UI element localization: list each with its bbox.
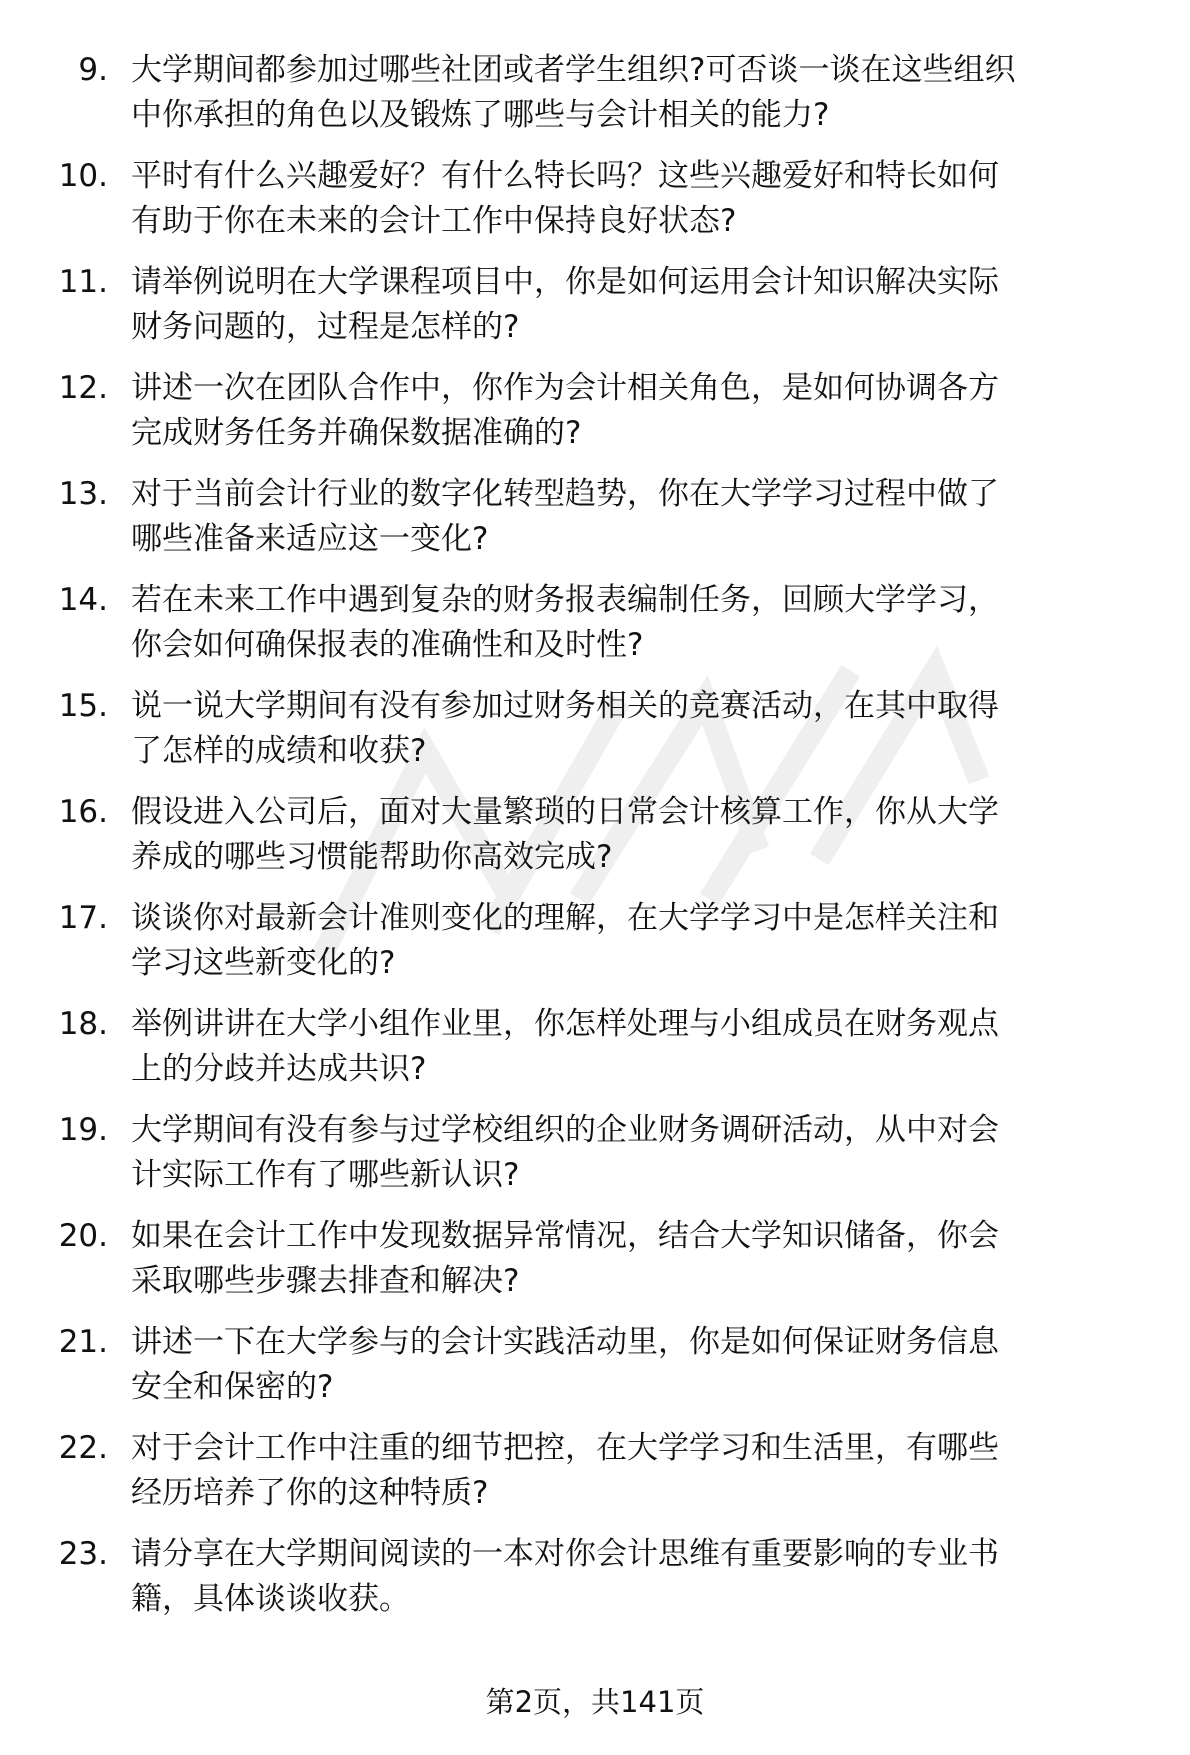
question-text — [131, 154, 1151, 244]
question-text — [131, 896, 1151, 986]
question-item — [0, 578, 1190, 684]
question-number: 15. — [58, 688, 108, 724]
question-line: 了怎样的成绩和收获? — [131, 733, 427, 769]
question-item — [0, 472, 1190, 578]
question-text — [131, 1002, 1151, 1092]
page-indicator: 第2页，共141页 — [485, 1685, 705, 1719]
question-line: 若在未来工作中遇到复杂的财务报表编制任务，回顾大学学习， — [131, 582, 999, 618]
question-number: 14. — [58, 582, 108, 618]
question-number: 17. — [58, 900, 108, 936]
question-number: 21. — [58, 1324, 108, 1360]
question-line: 籍，具体谈谈收获。 — [131, 1581, 410, 1617]
question-text — [131, 48, 1151, 138]
question-line: 你会如何确保报表的准确性和及时性? — [131, 627, 644, 663]
question-text — [131, 260, 1151, 350]
question-text — [131, 1426, 1151, 1516]
question-text — [131, 366, 1151, 456]
question-line: 学习这些新变化的? — [131, 945, 396, 981]
question-line: 采取哪些步骤去排查和解决? — [131, 1263, 520, 1299]
question-text — [131, 578, 1151, 668]
question-line: 上的分歧并达成共识? — [131, 1051, 427, 1087]
question-item — [0, 366, 1190, 472]
question-item — [0, 1320, 1190, 1426]
question-number: 20. — [58, 1218, 108, 1254]
question-text — [131, 684, 1151, 774]
question-number: 9. — [78, 52, 108, 88]
question-line: 说一说大学期间有没有参加过财务相关的竞赛活动，在其中取得 — [131, 688, 999, 724]
question-line: 请举例说明在大学课程项目中，你是如何运用会计知识解决实际 — [131, 264, 999, 300]
question-item — [0, 260, 1190, 366]
question-item — [0, 1426, 1190, 1532]
question-line: 举例讲讲在大学小组作业里，你怎样处理与小组成员在财务观点 — [131, 1006, 999, 1042]
question-number: 16. — [58, 794, 108, 830]
question-item — [0, 896, 1190, 1002]
question-item — [0, 1002, 1190, 1108]
question-text — [131, 1214, 1151, 1304]
question-number: 23. — [58, 1536, 108, 1572]
question-line: 谈谈你对最新会计准则变化的理解，在大学学习中是怎样关注和 — [131, 900, 999, 936]
question-line: 养成的哪些习惯能帮助你高效完成? — [131, 839, 613, 875]
question-line: 平时有什么兴趣爱好？有什么特长吗？这些兴趣爱好和特长如何 — [131, 158, 999, 194]
question-line: 有助于你在未来的会计工作中保持良好状态? — [131, 203, 737, 239]
question-number: 18. — [58, 1006, 108, 1042]
question-number: 19. — [58, 1112, 108, 1148]
question-line: 大学期间有没有参与过学校组织的企业财务调研活动，从中对会 — [131, 1112, 999, 1148]
question-line: 对于当前会计行业的数字化转型趋势，你在大学学习过程中做了 — [131, 476, 999, 512]
question-item — [0, 1214, 1190, 1320]
question-number: 13. — [58, 476, 108, 512]
question-number: 10. — [58, 158, 108, 194]
question-line: 请分享在大学期间阅读的一本对你会计思维有重要影响的专业书 — [131, 1536, 999, 1572]
question-text — [131, 472, 1151, 562]
question-line: 完成财务任务并确保数据准确的? — [131, 415, 582, 451]
question-list — [0, 48, 1190, 1638]
question-line: 讲述一次在团队合作中，你作为会计相关角色，是如何协调各方 — [131, 370, 999, 406]
question-line: 财务问题的，过程是怎样的? — [131, 309, 520, 345]
question-number: 12. — [58, 370, 108, 406]
question-line: 大学期间都参加过哪些社团或者学生组织?可否谈一谈在这些组织 — [131, 52, 1016, 88]
question-line: 计实际工作有了哪些新认识? — [131, 1157, 520, 1193]
question-line: 假设进入公司后，面对大量繁琐的日常会计核算工作，你从大学 — [131, 794, 999, 830]
question-item — [0, 684, 1190, 790]
question-item — [0, 48, 1190, 154]
question-line: 哪些准备来适应这一变化? — [131, 521, 489, 557]
question-text — [131, 1320, 1151, 1410]
question-line: 对于会计工作中注重的细节把控，在大学学习和生活里，有哪些 — [131, 1430, 999, 1466]
question-item — [0, 790, 1190, 896]
question-line: 中你承担的角色以及锻炼了哪些与会计相关的能力? — [131, 97, 830, 133]
question-line: 安全和保密的? — [131, 1369, 334, 1405]
question-line: 经历培养了你的这种特质? — [131, 1475, 489, 1511]
question-number: 11. — [58, 264, 108, 300]
question-line: 讲述一下在大学参与的会计实践活动里，你是如何保证财务信息 — [131, 1324, 999, 1360]
question-text — [131, 1108, 1151, 1198]
question-item — [0, 1532, 1190, 1638]
question-item — [0, 1108, 1190, 1214]
question-text — [131, 790, 1151, 880]
question-number: 22. — [58, 1430, 108, 1466]
question-item — [0, 154, 1190, 260]
question-text — [131, 1532, 1151, 1622]
question-line: 如果在会计工作中发现数据异常情况，结合大学知识储备，你会 — [131, 1218, 999, 1254]
